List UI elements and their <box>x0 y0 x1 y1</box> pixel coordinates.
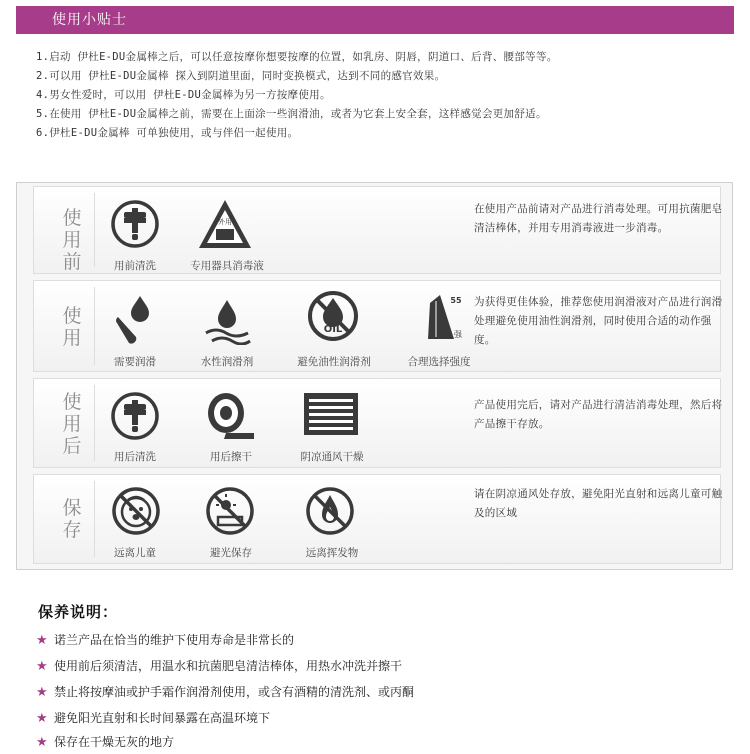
strength-number: 55 <box>450 296 462 305</box>
star-icon: ★ <box>36 735 48 750</box>
section-label: 使 用 后 <box>62 391 82 457</box>
no-sunlight-icon <box>204 485 256 537</box>
lubricant-drop-icon <box>114 293 154 345</box>
caption: 阴凉通风干燥 <box>300 451 364 463</box>
care-item-text: 使用前后须清洁，用温水和抗菌肥皂清洁棒体，用热水冲洗并擦干 <box>54 659 403 673</box>
divider <box>94 385 95 461</box>
caption: 用后擦干 <box>210 451 252 463</box>
care-item <box>36 656 402 676</box>
care-item <box>36 682 414 702</box>
section-storage <box>33 474 721 564</box>
caption: 远离挥发物 <box>305 547 359 559</box>
tip-item: 4.男女性爱时，可以用 伊杜E-DU金属棒为另一方按摩使用。 <box>36 89 331 101</box>
faucet-wash-icon <box>110 199 160 249</box>
tip-item: 2.可以用 伊杜E-DU金属棒 探入到阴道里面，同时变换模式，达到不同的感官效果。 <box>36 70 446 82</box>
section-after-use <box>33 378 721 468</box>
care-title: 保养说明： <box>38 603 119 621</box>
divider <box>94 481 95 557</box>
care-item-text: 禁止将按摩油或护手霜作润滑剂使用，或含有酒精的清洗剂、或丙酮 <box>54 685 415 699</box>
divider <box>94 287 95 365</box>
bottle-label: 外用 <box>218 218 232 226</box>
caption: 远离儿童 <box>114 547 156 559</box>
care-item <box>36 732 174 752</box>
section-description: 产品使用完后，请对产品进行清洁消毒处理，然后将产品擦干存放。 <box>474 399 723 430</box>
care-item-text: 保存在干燥无灰的地方 <box>54 735 175 749</box>
no-oil-icon <box>306 289 360 343</box>
star-icon: ★ <box>36 633 48 648</box>
oil-text: OIL <box>323 324 343 335</box>
caption: 避光保存 <box>210 547 252 559</box>
caption: 专用器具消毒液 <box>190 260 264 272</box>
section-description: 请在阴凉通风处存放，避免阳光直射和远离儿童可触及的区域 <box>474 488 723 519</box>
disinfectant-bottle-icon <box>196 197 254 251</box>
intensity-gauge-icon <box>414 291 466 343</box>
caption: 避免油性润滑剂 <box>297 356 371 368</box>
tissue-roll-icon <box>204 389 258 441</box>
strength-label: 强 <box>454 330 462 339</box>
caption: 合理选择强度 <box>407 356 471 368</box>
section-label: 保 存 <box>62 497 82 541</box>
tip-item: 5.在使用 伊杜E-DU金属棒之前，需要在上面涂一些润滑油，或者为它套上安全套，这样感觉会更加舒适。 <box>36 108 547 120</box>
ventilation-vent-icon <box>300 391 362 437</box>
star-icon: ★ <box>36 711 48 726</box>
caption: 需要润滑 <box>114 356 156 368</box>
section-label: 使 用 <box>62 305 82 349</box>
tips-list <box>36 48 736 143</box>
section-description: 为获得更佳体验，推荐您使用润滑液对产品进行润滑处理避免使用油性润滑剂，同时使用合适的动作强度。 <box>474 296 723 346</box>
star-icon: ★ <box>36 659 48 674</box>
faucet-rinse-icon <box>110 391 160 441</box>
care-item <box>36 630 294 650</box>
tip-item: 1.启动 伊杜E-DU金属棒之后，可以任意按摩你想要按摩的位置，如乳房、阴唇，阴道口、后背、腰部等等。 <box>36 51 558 63</box>
child-face-icon <box>110 485 162 537</box>
caption: 用前清洗 <box>114 260 156 272</box>
water-based-lube-icon <box>200 297 254 345</box>
care-item <box>36 708 270 728</box>
header-title: 使用小贴士 <box>52 12 127 28</box>
divider <box>94 193 95 267</box>
section-during-use <box>33 280 721 372</box>
section-description: 在使用产品前请对产品进行消毒处理。可用抗菌肥皂清洁棒体，并用专用消毒液进一步消毒。 <box>474 203 723 234</box>
caption: 用后清洗 <box>114 451 156 463</box>
section-label: 使 用 前 <box>62 207 82 273</box>
care-item-text: 诺兰产品在恰当的维护下使用寿命是非常长的 <box>54 633 295 647</box>
star-icon: ★ <box>36 685 48 700</box>
care-item-text: 避免阳光直射和长时间暴露在高温环境下 <box>54 711 271 725</box>
no-volatiles-icon <box>304 485 356 537</box>
tip-item: 6.伊杜E-DU金属棒 可单独使用，或与伴侣一起使用。 <box>36 127 299 139</box>
caption: 水性润滑剂 <box>200 356 254 368</box>
section-before-use <box>33 186 721 274</box>
header-bar <box>16 6 734 34</box>
usage-guide-panel <box>16 182 733 570</box>
